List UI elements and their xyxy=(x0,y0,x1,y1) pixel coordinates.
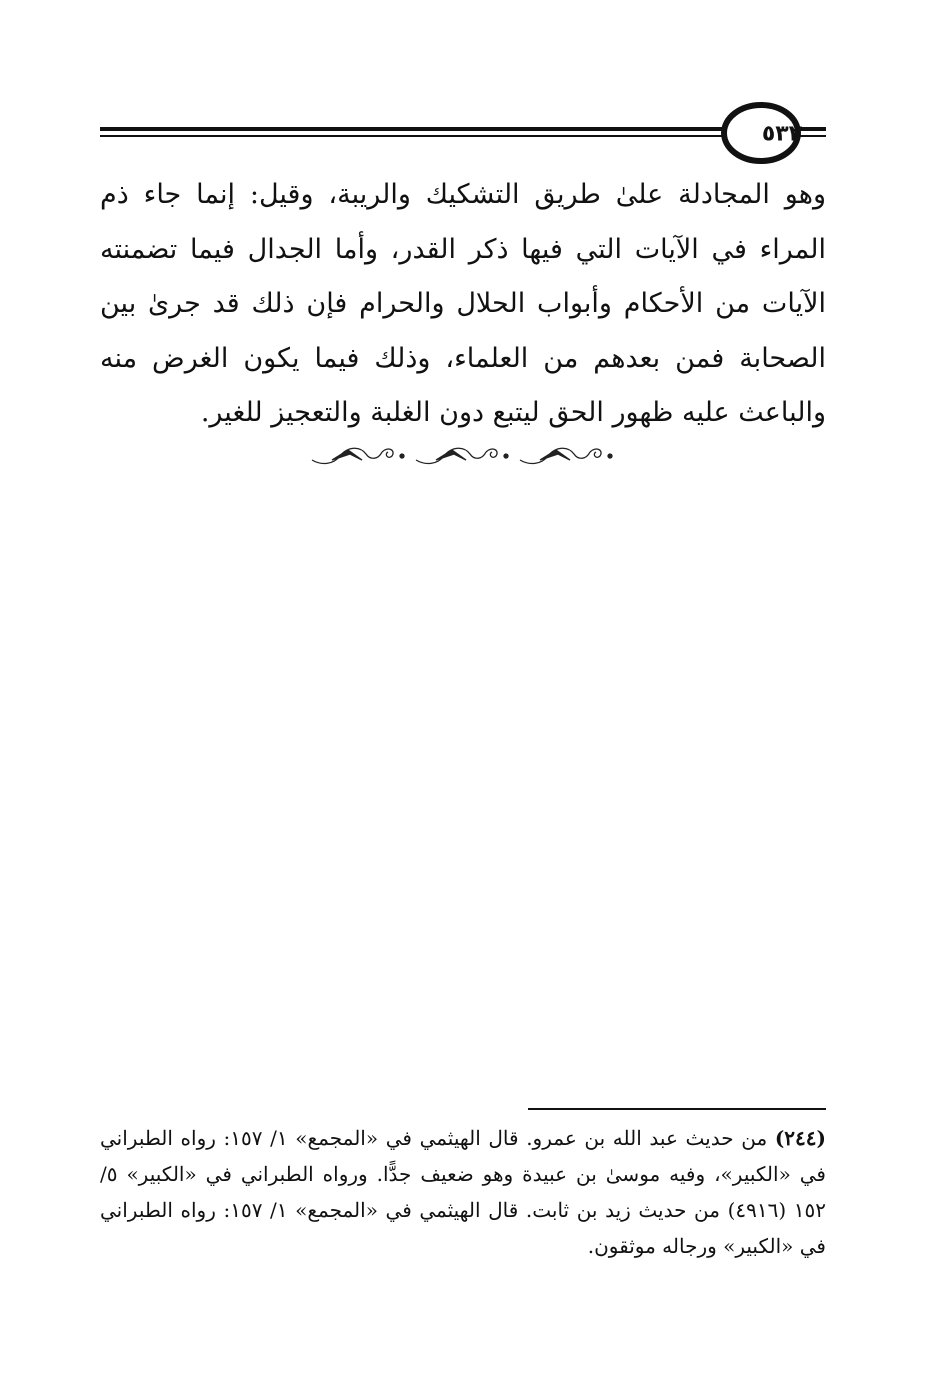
header-rule-decoration xyxy=(100,100,826,166)
ornament-flourish-icon xyxy=(308,440,618,472)
section-divider-ornament xyxy=(308,440,618,472)
footnote-block xyxy=(100,1120,826,1264)
body-paragraph: وهو المجادلة علىٰ طريق التشكيك والريبة، وقيل: إنما جاء ذم المراء في الآيات التي فيها ذكر القدر، وأما الجدال فيما تضمنته الآيات من الأحكام وأبواب الحلال والحرام فإن ذلك قد جرىٰ بين الصحابة فمن بعدهم من العلماء، وذلك فيما يكون الغرض منه والباعث عليه ظهور الحق ليتبع دون الغلبة والتعجيز للغير. xyxy=(100,179,826,428)
page-header xyxy=(100,100,826,166)
footnote-separator xyxy=(528,1108,826,1110)
footnote-paragraph xyxy=(100,1120,826,1264)
footnote-text: من حديث عبد الله بن عمرو. قال الهيثمي في «المجمع» ١/ ١٥٧: رواه الطبراني في «الكبير»، وفيه موسىٰ بن عبيدة وهو ضعيف جدًّا. ورواه الطبراني في «الكبير» ٥/ ١٥٢ (٤٩١٦) من حديث زيد بن ثابت. قال الهيثمي في «المجمع» ١/ ١٥٧: رواه الطبراني في «الكبير» ورجاله موثقون. xyxy=(100,1126,826,1258)
footnote-number: (٢٤٤) xyxy=(774,1126,826,1150)
page-number: ٥٣٢ xyxy=(761,121,803,147)
main-text-block xyxy=(100,168,826,441)
